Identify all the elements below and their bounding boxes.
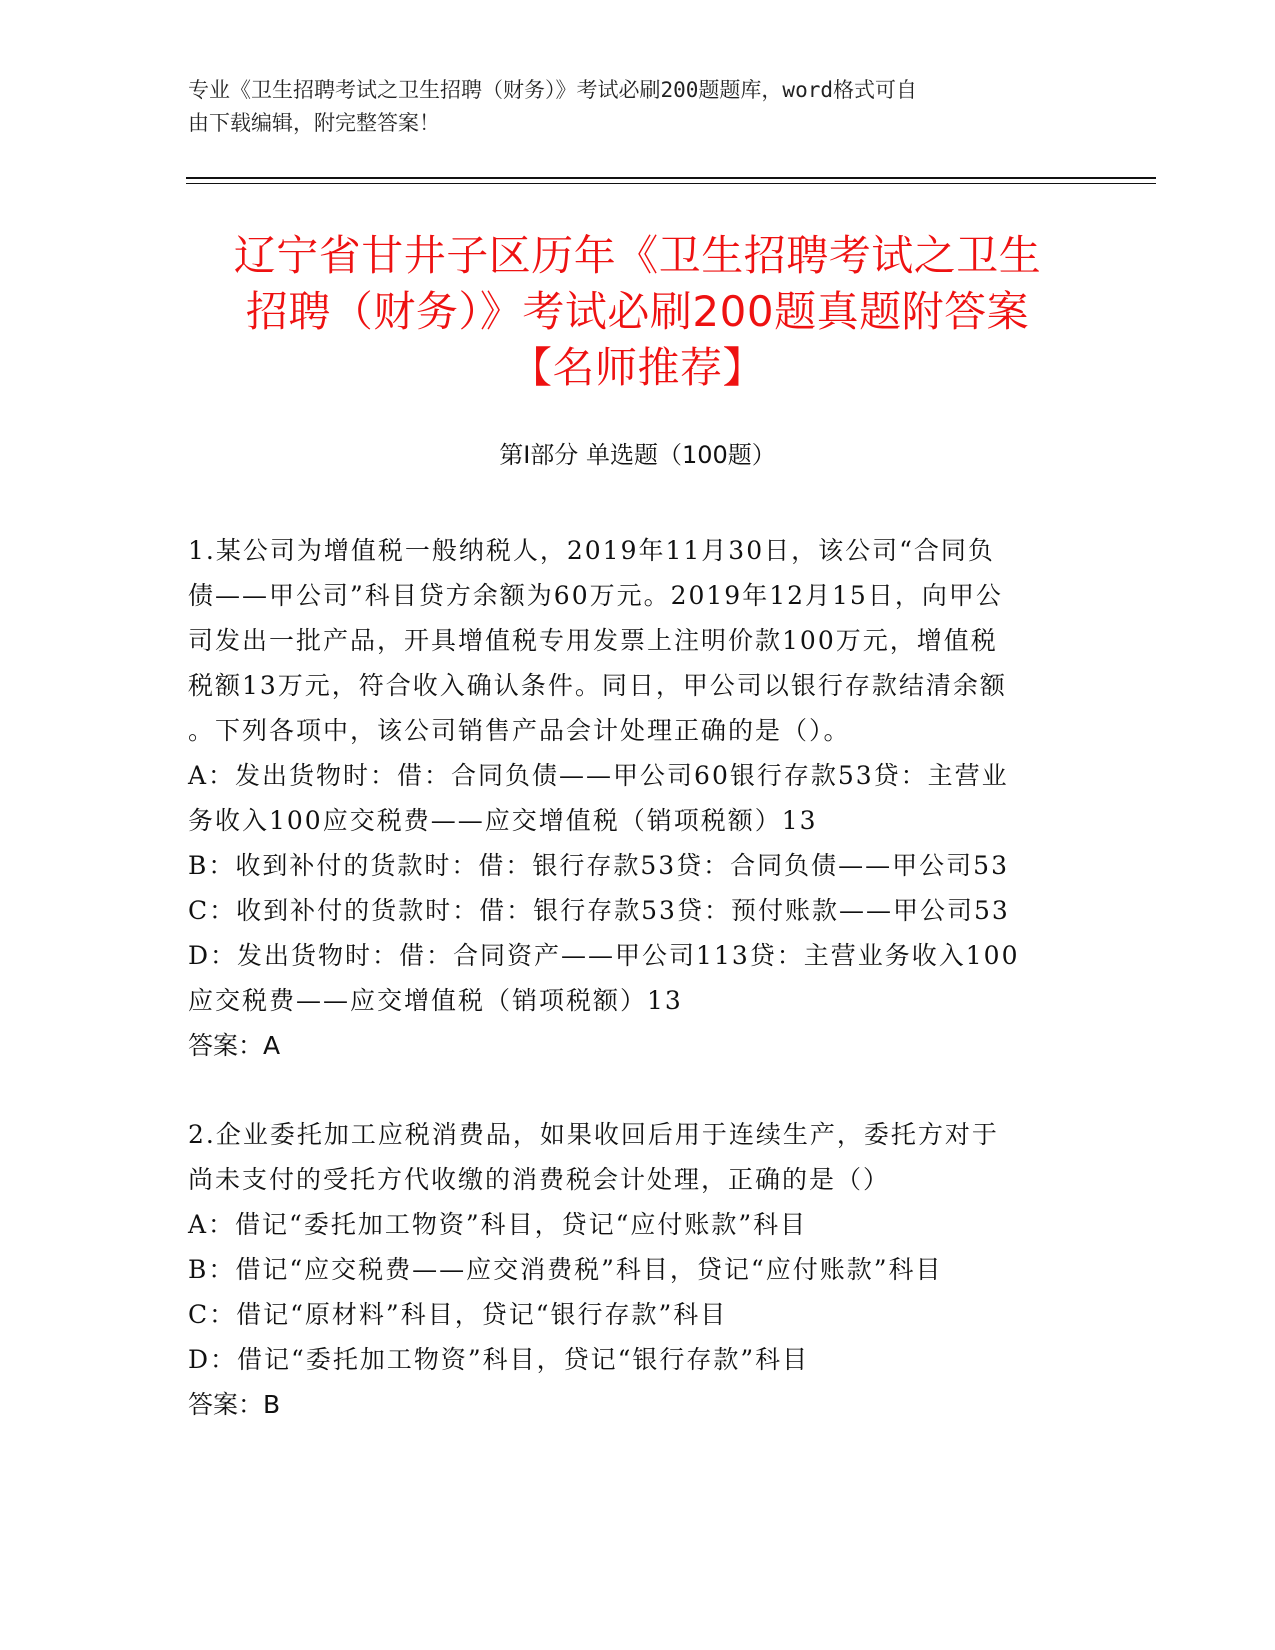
option-a: A：借记“委托加工物资”科目，贷记“应付账款”科目 xyxy=(188,1210,808,1239)
answer-label: 答案：A xyxy=(188,1031,281,1060)
option-a: A：发出货物时：借：合同负债——甲公司60银行存款53贷：主营业 xyxy=(188,761,1009,790)
question-text: 。下列各项中，该公司销售产品会计处理正确的是（）。 xyxy=(188,716,851,745)
question-text: 2.企业委托加工应税消费品，如果收回后用于连续生产，委托方对于 xyxy=(188,1120,999,1149)
question-item xyxy=(188,528,1088,1068)
question-spacer xyxy=(188,1068,1088,1112)
question-list xyxy=(188,528,1088,1427)
option-d: D：借记“委托加工物资”科目，贷记“银行存款”科目 xyxy=(188,1345,810,1374)
option-d-continued: 应交税费——应交增值税（销项税额）13 xyxy=(188,986,683,1015)
question-text: 尚未支付的受托方代收缴的消费税会计处理，正确的是（） xyxy=(188,1165,891,1194)
section-title: 第Ⅰ部分 单选题（100题） xyxy=(499,441,776,469)
answer-label: 答案：B xyxy=(188,1390,281,1419)
header-note xyxy=(188,74,1088,140)
title-line: 辽宁省甘井子区历年《卫生招聘考试之卫生 xyxy=(233,231,1042,280)
question-text: 1.某公司为增值税一般纳税人，2019年11月30日，该公司“合同负 xyxy=(188,536,995,565)
question-item xyxy=(188,1112,1088,1427)
document-title xyxy=(150,228,1125,396)
header-note-line: 由下载编辑，附完整答案！ xyxy=(188,111,440,135)
option-c: C：收到补付的货款时：借：银行存款53贷：预付账款——甲公司53 xyxy=(188,896,1010,925)
option-d: D：发出货物时：借：合同资产——甲公司113贷：主营业务收入100 xyxy=(188,941,1020,970)
question-text: 司发出一批产品，开具增值税专用发票上注明价款100万元，增值税 xyxy=(188,626,998,655)
header-divider-thin xyxy=(186,183,1156,184)
header-note-line: 专业《卫生招聘考试之卫生招聘（财务）》考试必刷200题题库，word格式可自 xyxy=(188,78,917,102)
option-a-continued: 务收入100应交税费——应交增值税（销项税额）13 xyxy=(188,806,818,835)
header-divider xyxy=(186,177,1156,179)
title-line: 【名师推荐】 xyxy=(509,343,765,392)
question-text: 债——甲公司”科目贷方余额为60万元。2019年12月15日，向甲公 xyxy=(188,581,1003,610)
option-c: C：借记“原材料”科目，贷记“银行存款”科目 xyxy=(188,1300,728,1329)
question-text: 税额13万元，符合收入确认条件。同日，甲公司以银行存款结清余额 xyxy=(188,671,1007,700)
title-line: 招聘（财务）》考试必刷200题真题附答案 xyxy=(245,287,1030,336)
option-b: B：收到补付的货款时：借：银行存款53贷：合同负债——甲公司53 xyxy=(188,851,1009,880)
option-b: B：借记“应交税费——应交消费税”科目，贷记“应付账款”科目 xyxy=(188,1255,943,1284)
